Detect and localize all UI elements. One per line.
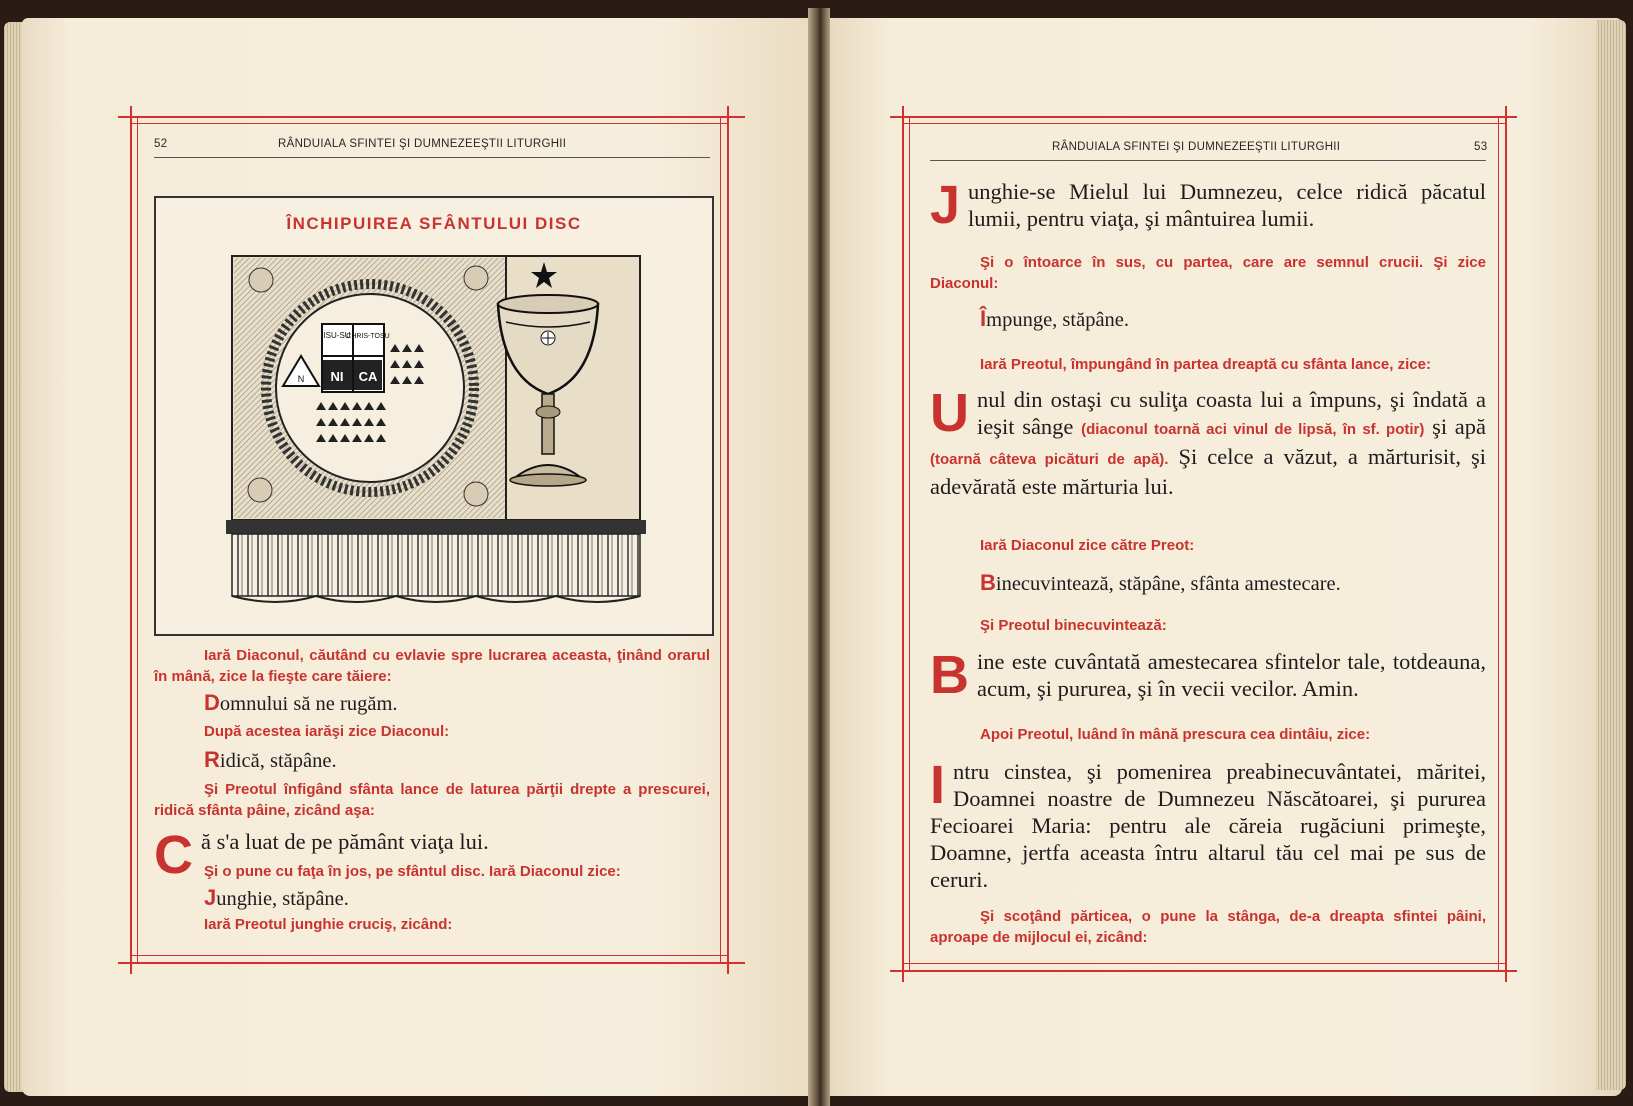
left-response-3-text: unghie, stăpâne. (216, 888, 349, 910)
right-priest-prayer-2-part3: Şi celce a văzut, a mărturisit, şi adevărată este mărturia lui. (930, 444, 1487, 499)
right-priest-prayer-1-text: unghie-se Mielul lui Dumnezeu, celce ridică păcatul lumii, pentru viaţa, şi mântuirea lumii. (968, 179, 1486, 231)
seal-cell-1: ISU-SU (323, 331, 351, 340)
right-rubric-3: Iară Diaconul zice către Preot: (980, 537, 1195, 554)
right-priest-prayer-1 (930, 175, 1486, 235)
right-rubric-1: Şi o întoarce în sus, cu partea, care are semnul crucii. Şi zice Diaconul: (930, 254, 1486, 292)
right-priest-prayer-3 (930, 645, 1486, 705)
right-priest-prayer-4-dropcap: I (930, 755, 946, 815)
right-priest-prayer-2-note1: (diaconul toarnă aci vinul de lipsă, în sf. potir) (1081, 421, 1425, 438)
left-response-1-initial: D (204, 690, 220, 715)
right-rubric-5: Apoi Preotul, luând în mână prescura cea dintâiu, zice: (980, 726, 1371, 743)
right-priest-prayer-3-text: ine este cuvântată amestecarea sfintelor tale, totdeauna, acum, şi pururea, şi în vecii vecilor. Amin. (977, 649, 1486, 701)
left-response-3 (204, 885, 704, 912)
right-priest-prayer-2-part1: nul din ostaşi cu suliţa coasta lui a împuns, şi îndată a ieşit sânge (977, 387, 1486, 439)
left-rubric-4: Şi o pune cu faţa în jos, pe sfântul disc. Iară Diaconul zice: (204, 863, 621, 880)
left-response-2-initial: R (204, 747, 220, 772)
book-gutter (808, 8, 830, 1106)
right-response-2-text: inecuvintează, stăpâne, sfânta amestecare. (995, 573, 1341, 595)
right-response-2 (980, 570, 1480, 597)
right-rubric-4: Şi Preotul binecuvintează: (980, 617, 1167, 634)
left-rubric-1: Iară Diaconul, căutând cu evlavie spre lucrarea aceasta, ţinând orarul în mână, zice la fieşte care tăiere: (154, 647, 710, 685)
left-running-header: RÂNDUIALA SFINTEI ŞI DUMNEZEEŞTII LITURGHII (278, 138, 567, 150)
right-priest-prayer-2-part2: şi apă (1432, 414, 1487, 439)
left-header-rule (154, 157, 710, 158)
right-rubric-6: Şi scoţând părticea, o pune la stânga, de-a dreapta sfintei pâini, aproape de mijlocul ei, zicând: (930, 908, 1486, 946)
right-page-number: 53 (1474, 141, 1488, 153)
left-response-2 (204, 747, 704, 774)
seal-cell-2: CHRIS-TOSU (346, 333, 390, 340)
right-priest-prayer-4-text: ntru cinstea, şi pomenirea preabinecuvântatei, măritei, Doamnei noastre de Dumnezeu Născătoarei, şi pururea Fecioarei Maria: pentru ale căreia rugăciuni primeşte, Doamne, jertfa aceasta întru altarul tău cel mai pe sus de ceruri. (930, 759, 1486, 892)
right-response-1-text: mpunge, stăpâne. (986, 309, 1130, 331)
left-priest-prayer-text: ă s'a luat de pe pământ viaţa lui. (201, 829, 489, 854)
left-rubric-5: Iară Preotul junghie cruciş, zicând: (204, 916, 453, 933)
holy-disc-illustration (154, 196, 714, 636)
right-response-2-initial: B (980, 570, 996, 595)
right-priest-prayer-4 (930, 755, 1486, 893)
left-response-2-text: idică, stăpâne. (219, 750, 337, 772)
left-priest-prayer-dropcap: C (154, 825, 193, 885)
right-header-rule (930, 160, 1486, 161)
right-response-1 (980, 306, 1480, 333)
seal-cell-3: NI (330, 369, 344, 384)
left-response-3-initial: J (204, 885, 217, 910)
right-priest-prayer-1-dropcap: J (930, 175, 961, 235)
right-priest-prayer-2-dropcap: U (930, 383, 969, 443)
left-page-number: 52 (154, 138, 168, 150)
page-edges-right (1596, 20, 1626, 1090)
right-response-1-initial: Î (980, 306, 987, 331)
right-priest-prayer-2-note2: (toarnă câteva picături de apă). (930, 451, 1169, 468)
seal-mark: N (297, 374, 305, 384)
right-running-header: RÂNDUIALA SFINTEI ŞI DUMNEZEEŞTII LITURGHII (1052, 141, 1341, 153)
left-rubric-3: Şi Preotul înfigând sfânta lance de laturea părţii drepte a prescurei, ridică sfânta pâine, zicând aşa: (154, 781, 710, 819)
right-rubric-2: Iară Preotul, împungând în partea dreaptă cu sfânta lance, zice: (980, 356, 1431, 373)
left-response-1-text: omnului să ne rugăm. (219, 693, 398, 715)
right-priest-prayer-2 (930, 383, 1487, 500)
illustration-title: ÎNCHIPUIREA SFÂNTULUI DISC (286, 214, 582, 233)
left-response-1 (204, 690, 704, 717)
right-priest-prayer-3-dropcap: B (930, 645, 969, 705)
seal-cell-4: CA (358, 369, 378, 384)
disc-and-chalice-engraving (156, 198, 712, 634)
left-rubric-2: După acestea iarăşi zice Diaconul: (204, 723, 450, 740)
